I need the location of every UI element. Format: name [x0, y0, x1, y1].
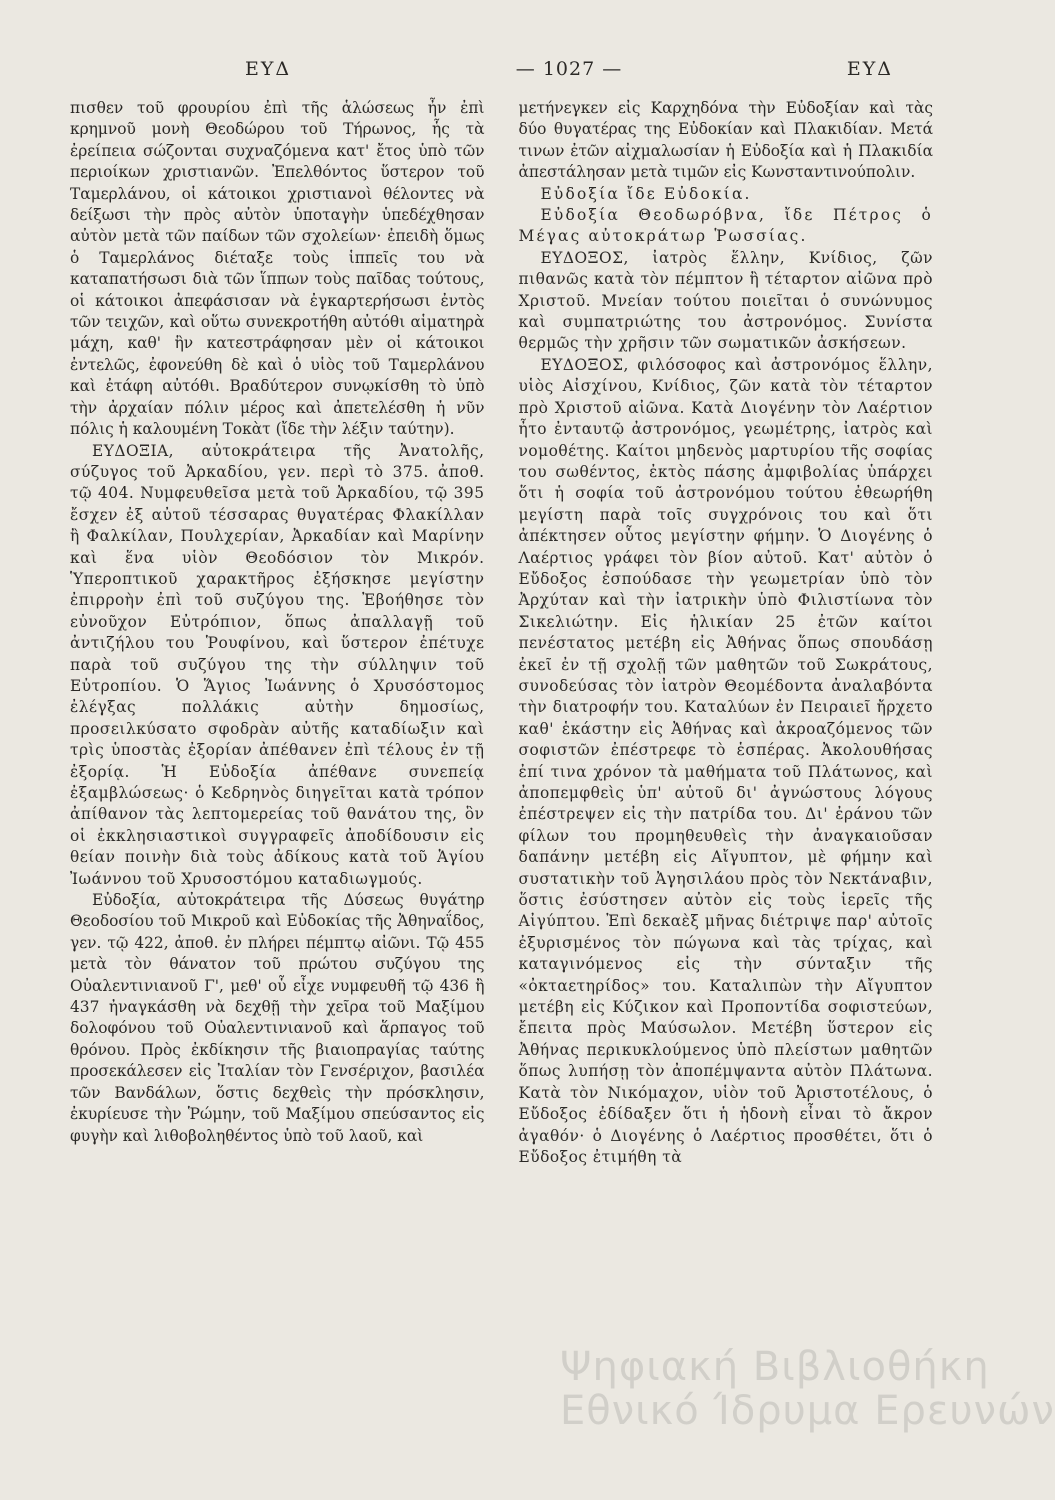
left-column	[70, 98, 485, 1168]
watermark-line-2: Εθνικό Ίδρυμα Ερευνών	[560, 1388, 1055, 1434]
entry-eudoxos-astronomer: ΕΥΔΟΞΟΣ, φιλόσοφος καὶ ἀστρονόμος ἕλλην, υἱὸς Αἰσχίνου, Κνίδιος, ζῶν κατὰ τὸν τέταρτον πρὸ Χριστοῦ αἰῶνα. Κατὰ Διογένην τὸν Λαέρτιον ἦτο ἐνταυτῷ ἀστρονόμος, γεωμέτρης, ἰατρὸς καὶ νομοθέτης. Καίτοι μηδενὸς μαρτυρίου τῆς σοφίας του σωθέντος, ἐκτὸς πάσης ἀμφιβολίας ὑπάρχει ὅτι ἡ σοφία τοῦ ἀστρονόμου τούτου ἐθεωρήθη μεγίστη παρὰ τοῖς συγχρόνοις του καὶ ὅτι ἀπέκτησεν οὗτος μεγίστην φήμην. Ὁ Διογένης ὁ Λαέρτιος γράφει τὸν βίον αὐτοῦ. Κατ' αὐτὸν ὁ Εὔδοξος ἐσπούδασε τὴν γεωμετρίαν ὑπὸ τὸν Ἀρχύταν καὶ τὴν ἰατρικὴν ὑπὸ Φιλιστίωνα τὸν Σικελιώτην. Εἰς ἡλικίαν 25 ἐτῶν καίτοι πενέστατος μετέβη εἰς Ἀθήνας ὅπως σπουδάσῃ ἐκεῖ ἐν τῇ σχολῇ τῶν μαθητῶν τοῦ Σωκράτους, συνοδεύσας τὸν ἰατρὸν Θεομέδοντα ἀναλαβόντα τὴν διατροφήν του. Καταλύων ἐν Πειραιεῖ ἤρχετο καθ' ἑκάστην εἰς Ἀθήνας καὶ ἀκροαζόμενος τῶν σοφιστῶν ἐπέστρεφε τὸ ἑσπέρας. Ἀκολουθήσας ἐπί τινα χρόνον τὰ μαθήματα τοῦ Πλάτωνος, καὶ ἀποπεμφθεὶς ὑπ' αὐτοῦ δι' ἀγνώστους λόγους ἐπέστρεψεν εἰς τὴν πατρίδα του. Δι' ἐράνου τῶν φίλων του προμηθευθεὶς τὴν ἀναγκαιοῦσαν δαπάνην μετέβη εἰς Αἴγυπτον, μὲ φήμην καὶ συστατικὴν τοῦ Ἀγησιλάου πρὸς τὸν Νεκτάναβιν, ὅστις ἐσύστησεν αὐτὸν εἰς τοὺς ἱερεῖς τῆς Αἰγύπτου. Ἐπὶ δεκαὲξ μῆνας διέτριψε παρ' αὐτοῖς ἐξυρισμένος τὸν πώγωνα καὶ τὰς τρίχας, καὶ καταγινόμενος εἰς τὴν σύνταξιν τῆς «ὀκταετηρίδος» του. Καταλιπὼν τὴν Αἴγυπτον μετέβη εἰς Κύζικον καὶ Προποντίδα σοφιστεύων, ἔπειτα πρὸς Μαύσωλον. Μετέβη ὕστερον εἰς Ἀθήνας περικυκλούμενος ὑπὸ πλείστων μαθητῶν ὅπως λυπήσῃ τὸν ἀποπέμψαντα αὐτὸν Πλάτωνα. Κατὰ τὸν Νικόμαχον, υἱὸν τοῦ Ἀριστοτέλους, ὁ Εὔδοξος ἐδίδαξεν ὅτι ἡ ἡδονὴ εἶναι τὸ ἄκρον ἀγαθόν· ὁ Διογένης ὁ Λαέρτιος προσθέτει, ὅτι ὁ Εὔδοξος ἐτιμήθη τὰ	[518, 355, 933, 1166]
header-left-keyword: ΕΥΔ	[245, 58, 292, 80]
watermark-line-1: Ψηφιακή Βιβλιοθήκη	[560, 1344, 990, 1390]
library-watermark	[560, 1344, 1055, 1435]
right-column	[519, 98, 934, 1168]
paragraph-continuation-right: μετήνεγκεν εἰς Καρχηδόνα τὴν Εὐδοξίαν καὶ τὰς δύο θυγατέρας της Εὐδοκίαν καὶ Πλακιδίαν. Μετά τινων ἐτῶν αἰχμαλωσίαν ἡ Εὐδοξία καὶ ἡ Πλακιδία ἀπεστάλησαν μετὰ τιμῶν εἰς Κωνσταντινούπολιν.	[518, 99, 933, 182]
entry-eudoxia-empress-east: ΕΥΔΟΞΙΑ, αὐτοκράτειρα τῆς Ἀνατολῆς, σύζυγος τοῦ Ἀρκαδίου, γεν. περὶ τὸ 375. ἀποθ. τῷ 404. Νυμφευθεῖσα μετὰ τοῦ Ἀρκαδίου, τῷ 395 ἔσχεν ἐξ αὐτοῦ τέσσαρας θυγατέρας Φλακίλλαν ἢ Φαλκίλαν, Πουλχερίαν, Ἀρκαδίαν καὶ Μαρίνην καὶ ἕνα υἱὸν Θεοδόσιον τὸν Μικρόν. Ὑπεροπτικοῦ χαρακτῆρος ἐξήσκησε μεγίστην ἐπιρροὴν ἐπὶ τοῦ συζύγου της. Ἐβοήθησε τὸν εὐνοῦχον Εὐτρόπιον, ὅπως ἀπαλλαγῇ τοῦ ἀντιζήλου του Ῥουφίνου, καὶ ὕστερον ἐπέτυχε παρὰ τοῦ συζύγου της τὴν σύλληψιν τοῦ Εὐτροπίου. Ὁ Ἅγιος Ἰωάννης ὁ Χρυσόστομος ἐλέγξας πολλάκις αὐτὴν δημοσίως, προσειλκύσατο σφοδρὰν αὐτῆς καταδίωξιν καὶ τρὶς ὑποστὰς ἐξορίαν ἀπέθανεν ἐπὶ τέλους ἐν τῇ ἐξορίᾳ. Ἡ Εὐδοξία ἀπέθανε συνεπείᾳ ἐξαμβλώσεως· ὁ Κεδρηνὸς διηγεῖται κατὰ τρόπον ἀπίθανον τὰς λεπτομερείας τοῦ θανάτου της, ὃν οἱ ἐκκλησιαστικοὶ συγγραφεῖς ἀποδίδουσιν εἰς θείαν ποινὴν διὰ τοὺς ἀδίκους κατὰ τοῦ Ἁγίου Ἰωάννου τοῦ Χρυσοστόμου καταδιωγμούς.	[70, 441, 485, 888]
entry-eudoxia-see-eudokia: Εὐδοξία ἴδε Εὐδοκία.	[540, 184, 752, 203]
text-columns	[70, 98, 933, 1168]
page-number: — 1027 —	[515, 58, 623, 80]
paragraph-continuation: πισθεν τοῦ φρουρίου ἐπὶ τῆς ἁλώσεως ἦν ἐπὶ κρημνοῦ μονὴ Θεοδώρου τοῦ Τήρωνος, ἧς τὰ ἐρείπεια σώζονται συχναζόμενα κατ' ἔτος ὑπὸ τῶν περιοίκων χριστιανῶν. Ἐπελθόντος ὕστερον τοῦ Ταμερλάνου, οἱ κάτοικοι χριστιανοὶ θέλοντες νὰ δείξωσι τὴν πρὸς αὐτὸν ὑποταγὴν ὑπεδέχθησαν αὐτὸν μετὰ τῶν παίδων τῶν σχολείων· ἐπειδὴ ὅμως ὁ Ταμερλάνος διέταξε τοὺς ἱππεῖς του νὰ καταπατήσωσι διὰ τῶν ἵππων τοὺς παῖδας τούτους, οἱ κάτοικοι ἀπεφάσισαν νὰ ἐγκαρτερήσωσι ἐντὸς τῶν τειχῶν, καὶ οὕτω συνεκροτήθη αὐτόθι αἱματηρὰ μάχη, καθ' ἣν κατεστράφησαν μὲν οἱ κάτοικοι ἐντελῶς, ἐφονεύθη δὲ καὶ ὁ υἱὸς τοῦ Ταμερλάνου καὶ ἐτάφη αὐτόθι. Βραδύτερον συνῳκίσθη τὸ ὑπὸ τὴν ἀρχαίαν πόλιν μέρος καὶ ἀπετελέσθη ἡ νῦν πόλις ἡ καλουμένη Τοκὰτ (ἴδε τὴν λέξιν ταύτην).	[70, 99, 485, 439]
entry-eudoxos-physician: ΕΥΔΟΞΟΣ, ἰατρὸς ἕλλην, Κνίδιος, ζῶν πιθανῶς κατὰ τὸν πέμπτον ἢ τέταρτον αἰῶνα πρὸ Χριστοῦ. Μνείαν τούτου ποιεῖται ὁ συνώνυμος καὶ συμπατριώτης του ἀστρονόμος. Συνίστα θερμῶς τὴν χρῆσιν τῶν σωματικῶν ἀσκήσεων.	[518, 248, 933, 353]
entry-eudoxia-empress-west: Εὐδοξία, αὐτοκράτειρα τῆς Δύσεως θυγάτηρ Θεοδοσίου τοῦ Μικροῦ καὶ Εὐδοκίας τῆς Ἀθηναΐδος, γεν. τῷ 422, ἀποθ. ἐν πλήρει πέμπτῳ αἰῶνι. Τῷ 455 μετὰ τὸν θάνατον τοῦ πρώτου συζύγου της Οὐαλεντινιανοῦ Γ', μεθ' οὗ εἶχε νυμφευθῆ τῷ 436 ἢ 437 ἠναγκάσθη νὰ δεχθῇ τὴν χεῖρα τοῦ Μαξίμου δολοφόνου τοῦ Οὐαλεντινιανοῦ καὶ ἅρπαγος τοῦ θρόνου. Πρὸς ἐκδίκησιν τῆς βιαιοπραγίας ταύτης προσεκάλεσεν εἰς Ἰταλίαν τὸν Γενσέριχον, βασιλέα τῶν Βανδάλων, ὅστις δεχθεὶς τὴν πρόσκλησιν, ἐκυρίευσε τὴν Ῥώμην, τοῦ Μαξίμου σπεύσαντος εἰς φυγὴν καὶ λιθοβοληθέντος ὑπὸ τοῦ λαοῦ, καὶ	[70, 891, 485, 1145]
running-header	[245, 58, 893, 80]
entry-eudoxia-theodorovna: Εὐδοξία Θεοδωρόβνα, ἴδε Πέτρος ὁ Μέγας αὐτοκράτωρ Ῥωσσίας.	[518, 206, 933, 246]
header-right-keyword: ΕΥΔ	[846, 58, 893, 80]
